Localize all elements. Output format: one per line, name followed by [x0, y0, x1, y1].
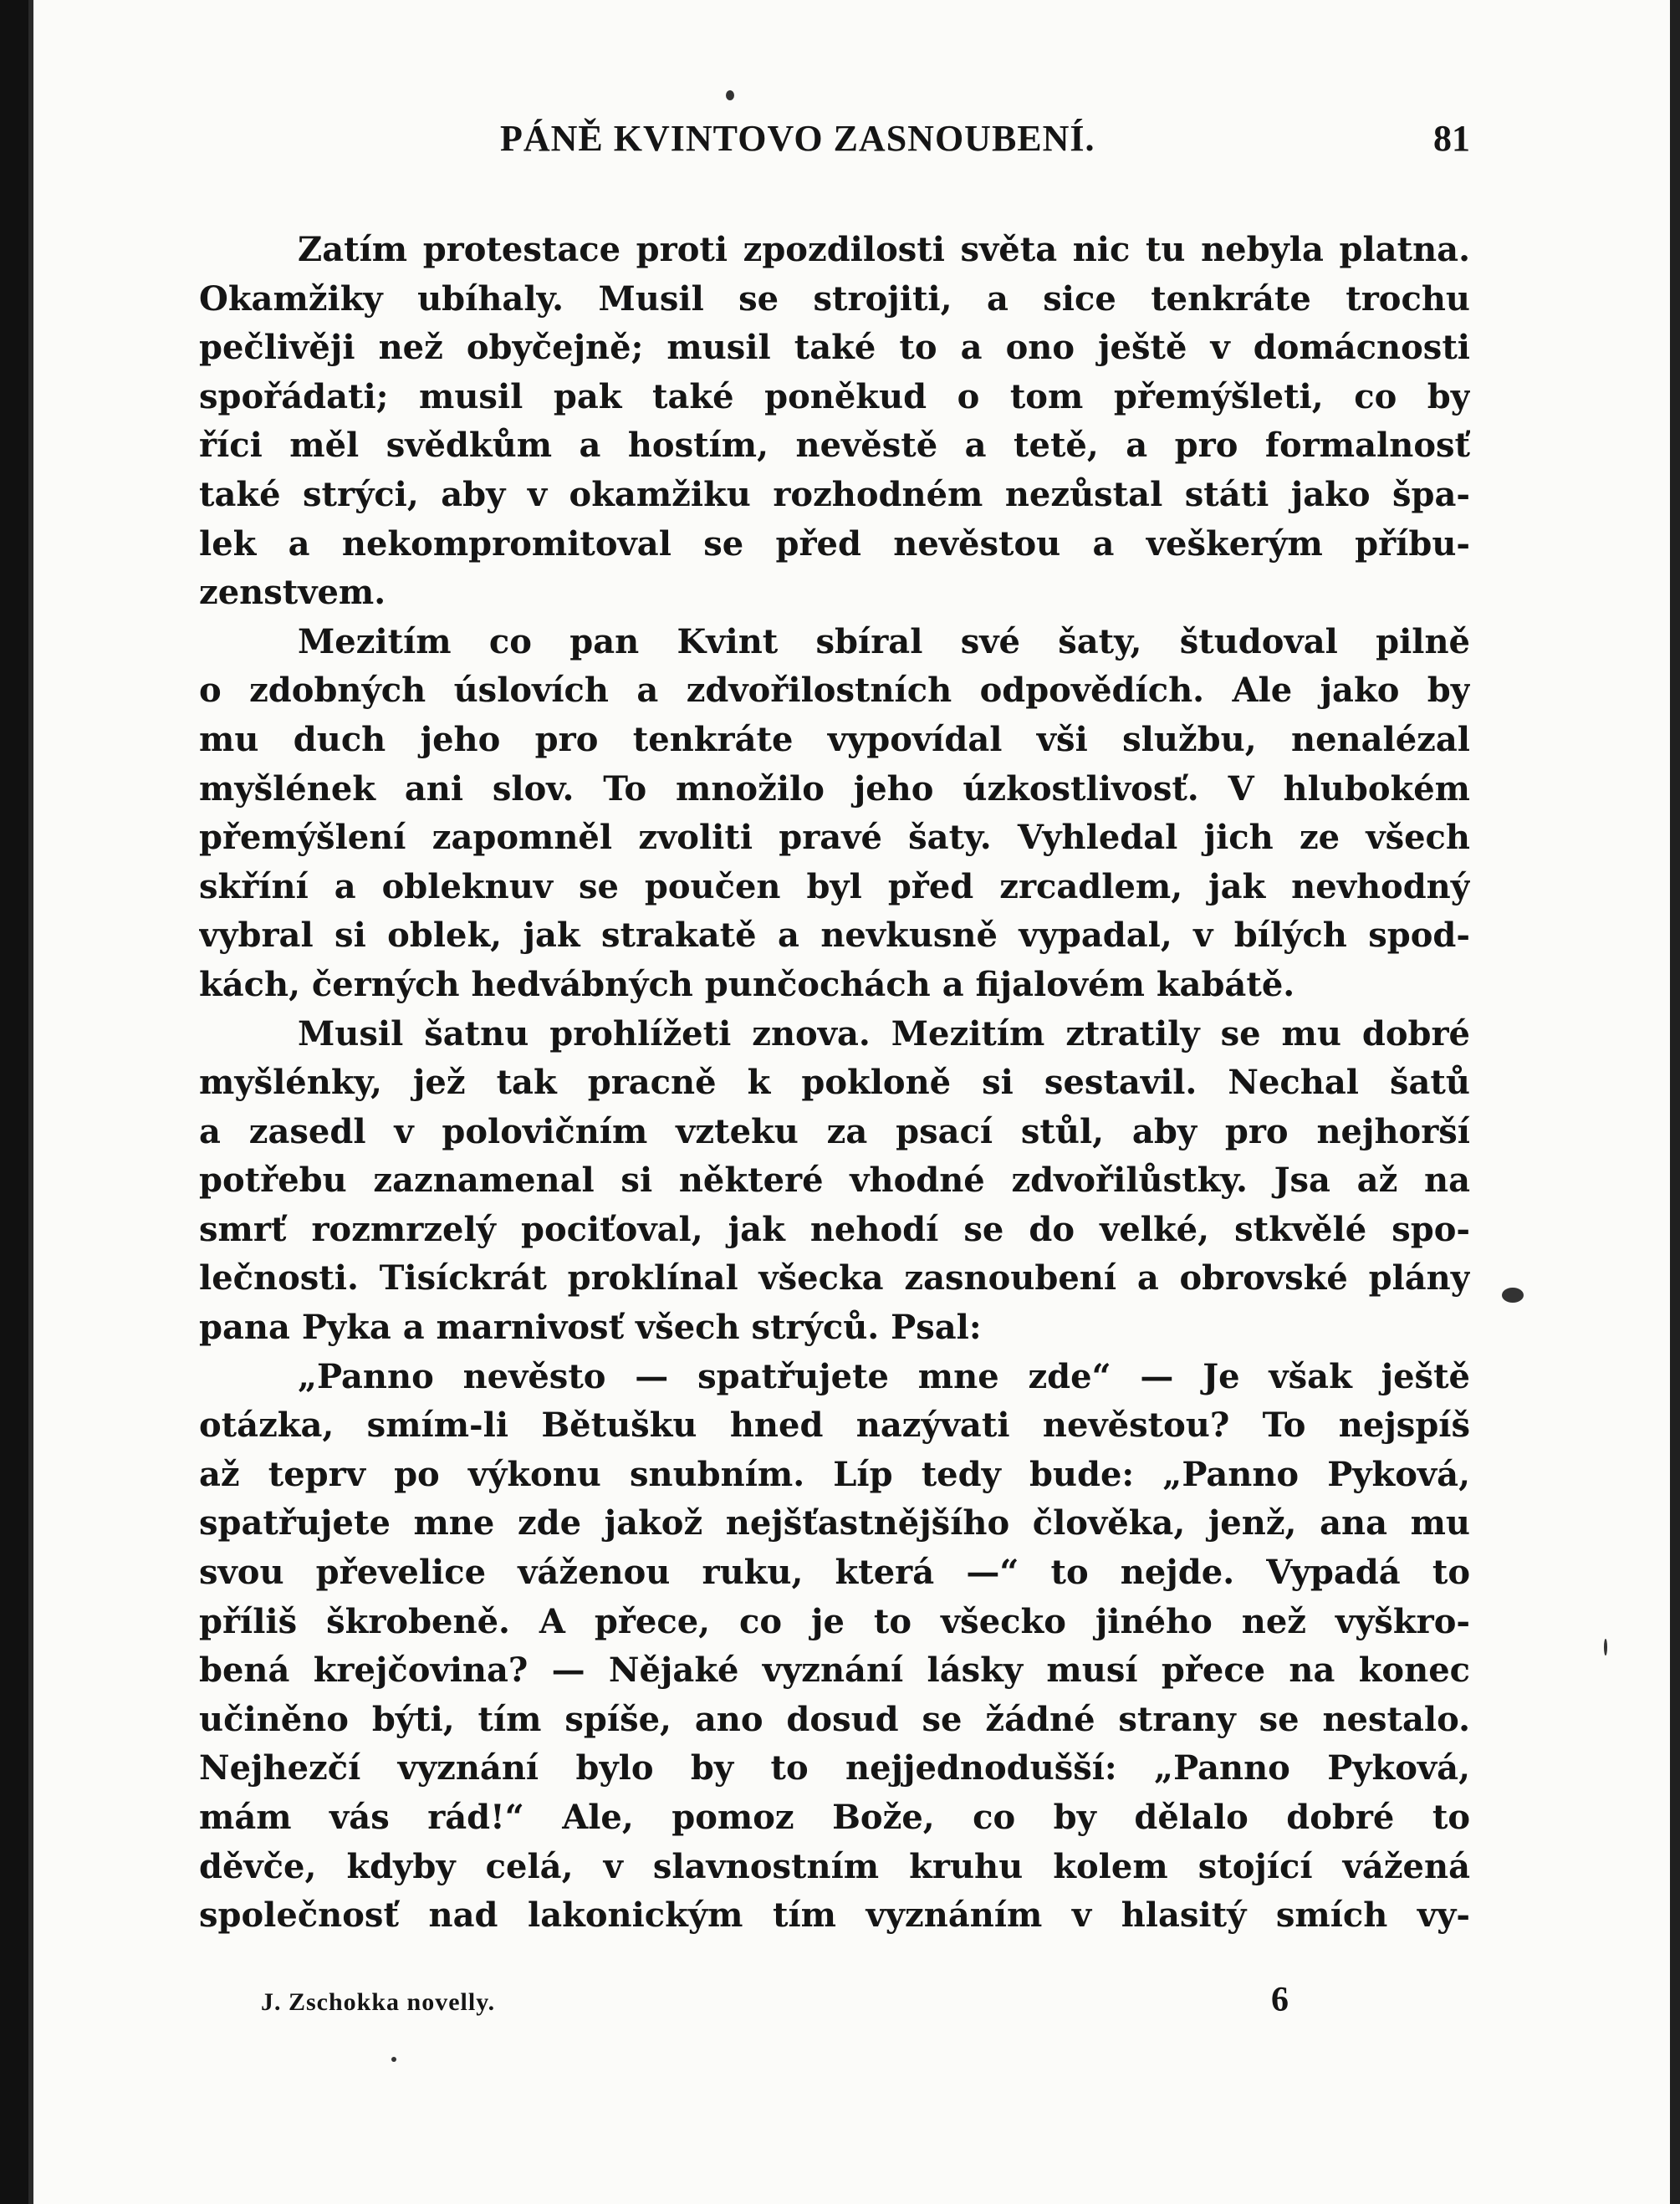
text-line: příliš škrobeně. A přece, co je to všecko jiného než vyškro-: [199, 1601, 1470, 1641]
text-line: Nejhezčí vyznání bylo by to nejjednodušší: „Panno Pyková,: [199, 1748, 1470, 1788]
text-line: lečnosti. Tisíckrát proklínal všecka zasnoubení a obrovské plány: [199, 1258, 1470, 1298]
text-line: mu duch jeho pro tenkráte vypovídal vši službu, nenalézal: [199, 719, 1470, 759]
text-line: myšlénky, jež tak pracně k pokloně si sestavil. Nechal šatů: [199, 1063, 1470, 1103]
text-line: Okamžiky ubíhaly. Musil se strojiti, a sice tenkráte trochu: [199, 278, 1470, 319]
text-line: spatřujete mne zde jakož nejšťastnějšího člověka, jenž, ana mu: [199, 1503, 1470, 1543]
text-line: Musil šatnu prohlížeti znova. Mezitím ztratily se mu dobré: [298, 1013, 1470, 1054]
text-line: skříní a obleknuv se poučen byl před zrcadlem, jak nevhodný: [199, 866, 1470, 906]
text-line: smrť rozmrzelý pociťoval, jak nehodí se do velké, stkvělé spo-: [199, 1209, 1470, 1249]
text-line: kách, černých hedvábných punčochách a fijalovém kabátě.: [199, 964, 1295, 1004]
text-line: společnosť nad lakonickým tím vyznáním v hlasitý smích vy-: [199, 1895, 1470, 1936]
text-line: myšlének ani slov. To množilo jeho úzkostlivosť. V hlubokém: [199, 768, 1470, 809]
ink-speck: [1604, 1639, 1607, 1656]
ink-speck: [1502, 1288, 1524, 1303]
text-line: lek a nekompromitoval se před nevěstou a veškerým příbu-: [199, 523, 1470, 564]
ink-speck: [391, 2057, 396, 2062]
text-line: „Panno nevěsto — spatřujete mne zde“ — Je však ještě: [298, 1356, 1470, 1396]
text-line: potřebu zaznamenal si některé vhodné zdvořilůstky. Jsa až na: [199, 1161, 1470, 1201]
scan-edge-left-shadow: [28, 0, 33, 2204]
text-line: také strýci, aby v okamžiku rozhodném nezůstal státi jako špa-: [199, 474, 1470, 514]
text-line: Mezitím co pan Kvint sbíral své šaty, študoval pilně: [298, 621, 1470, 661]
text-line: bená krejčovina? — Nějaké vyznání lásky musí přece na konec: [199, 1650, 1470, 1691]
printer-signature: J. Zschokka novelly.: [261, 1988, 496, 2016]
text-line: přemýšlení zapomněl zvoliti pravé šaty. Vyhledal jich ze všech: [199, 818, 1470, 858]
ink-speck: [726, 90, 734, 100]
scan-edge-right: [1670, 0, 1680, 2204]
running-title: PÁNĚ KVINTOVO ZASNOUBENÍ.: [500, 118, 1095, 159]
text-line: učiněno býti, tím spíše, ano dosud se žádné strany se nestalo.: [199, 1699, 1470, 1739]
text-line: Zatím protestace proti zpozdilosti světa nic tu nebyla platna.: [298, 230, 1470, 269]
text-line: vybral si oblek, jak strakatě a nevkusně vypadal, v bílých spod-: [199, 916, 1470, 956]
running-header: [199, 117, 1470, 167]
text-line: o zdobných úslovích a zdvořilostních odpovědích. Ale jako by: [199, 671, 1470, 711]
text-line: až teprv po výkonu snubním. Líp tedy bude: „Panno Pyková,: [199, 1454, 1470, 1494]
page-number: 81: [1433, 118, 1470, 159]
text-line: děvče, kdyby celá, v slavnostním kruhu kolem stojící vážená: [199, 1846, 1470, 1886]
text-line: otázka, smím-li Bětušku hned nazývati nevěstou? To nejspíš: [199, 1406, 1470, 1446]
text-line: a zasedl v polovičním vzteku za psací stůl, aby pro nejhorší: [199, 1111, 1470, 1151]
text-line: zenstvem.: [199, 573, 386, 613]
text-line: mám vás rád!“ Ale, pomoz Bože, co by dělalo dobré to: [199, 1798, 1470, 1837]
text-line: pečlivěji než obyčejně; musil také to a ono ještě v domácnosti: [199, 328, 1470, 368]
body-text: [199, 226, 1470, 1941]
text-line: spořádati; musil pak také poněkud o tom přemýšleti, co by: [199, 376, 1470, 416]
text-line: pana Pyka a marnivosť všech strýců. Psal:: [199, 1308, 982, 1348]
sheet-number: 6: [1271, 1981, 1289, 2019]
text-line: svou převelice váženou ruku, která —“ to nejde. Vypadá to: [199, 1553, 1470, 1593]
page-footer: [261, 1980, 1298, 2022]
text-line: říci měl svědkům a hostím, nevěstě a tetě, a pro formalnosť: [199, 426, 1470, 466]
scan-edge-left: [0, 0, 28, 2204]
